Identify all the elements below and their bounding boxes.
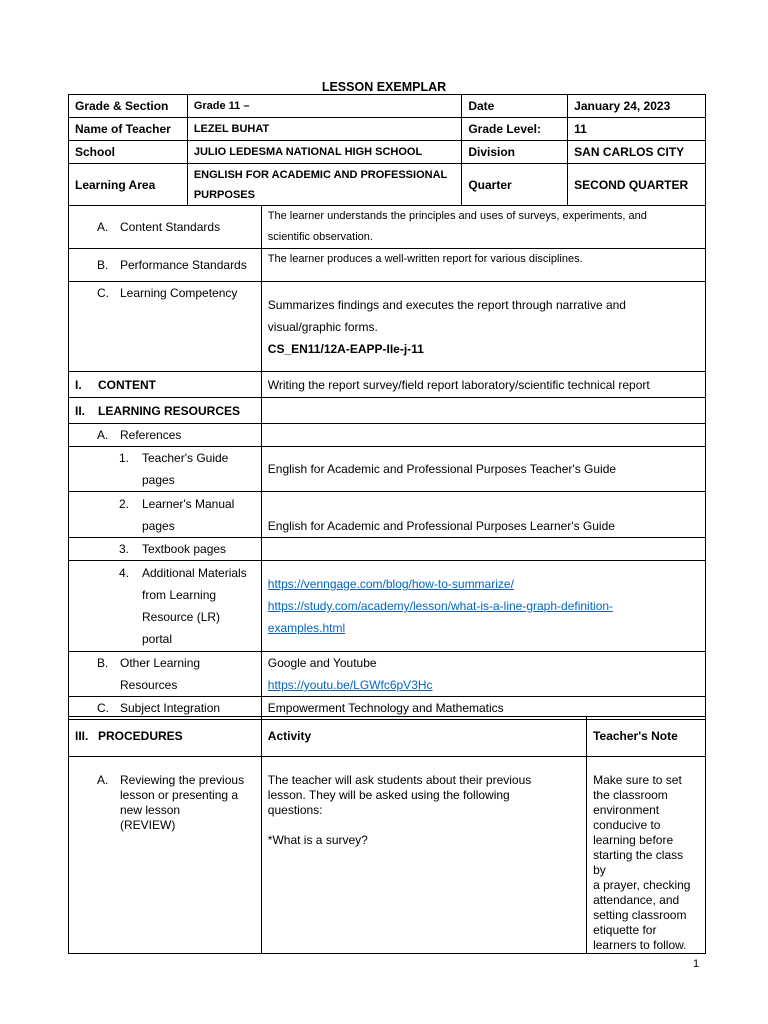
other-resources-value: [261, 652, 705, 697]
document-title: LESSON EXEMPLAR: [321, 80, 447, 94]
learners-manual-num: 2.: [119, 496, 130, 511]
learning-resources-label: [69, 398, 262, 424]
grade-level-label: Grade Level:: [462, 118, 568, 141]
note-line: etiquette for: [593, 923, 657, 937]
note-line: Make sure to set: [593, 773, 682, 787]
learning-competency-text: Learning Competency: [120, 286, 238, 300]
teacher-label: Name of Teacher: [69, 118, 188, 141]
additional-materials-value: [261, 561, 705, 652]
venngage-link[interactable]: https://venngage.com/blog/how-to-summarize/: [267, 577, 514, 591]
division-value: SAN CARLOS CITY: [568, 141, 706, 164]
learners-manual-label: [69, 492, 262, 538]
procedures-table: [68, 716, 706, 954]
learners-manual-text-2: pages: [142, 518, 175, 533]
learning-competency-letter: C.: [97, 286, 109, 300]
textbook-value: [261, 538, 705, 561]
date-value: January 24, 2023: [568, 95, 706, 118]
review-letter: A.: [97, 773, 109, 787]
youtube-link[interactable]: https://youtu.be/LGWfc6pV3Hc: [267, 678, 433, 692]
note-line: starting the class by: [593, 848, 684, 877]
note-line: learners to follow.: [593, 938, 687, 952]
learning-competency-line-2: visual/graphic forms.: [267, 319, 378, 334]
date-label: Date: [462, 95, 568, 118]
subject-integration-text: Subject Integration: [120, 701, 221, 715]
subject-integration-letter: C.: [97, 701, 109, 715]
study-link-part-1[interactable]: https://study.com/academy/lesson/what-is-a-line-graph-definition-: [267, 599, 614, 613]
grade-section-value: Grade 11 –: [187, 95, 461, 118]
review-text-1: Reviewing the previous: [120, 773, 245, 787]
additional-materials-text-4: portal: [142, 632, 173, 646]
additional-materials-label: [69, 561, 262, 652]
textbook-label: [69, 538, 262, 561]
other-resources-letter: B.: [97, 656, 109, 670]
teacher-value: LEZEL BUHAT: [187, 118, 461, 141]
quarter-label: Quarter: [462, 164, 568, 206]
note-line: attendance, and: [593, 893, 680, 907]
content-label: [69, 372, 262, 398]
lesson-table: [68, 205, 706, 720]
grade-level-value: 11: [568, 118, 706, 141]
references-label: [69, 424, 262, 447]
review-teachers-note: [587, 757, 706, 954]
teachers-guide-num: 1.: [119, 451, 130, 465]
references-value: [261, 424, 705, 447]
activity-header: Activity: [261, 717, 586, 757]
grade-section-label: Grade & Section: [69, 95, 188, 118]
performance-standards-label: [69, 249, 262, 282]
learning-resources-num: II.: [75, 403, 86, 418]
note-line: learning before: [593, 833, 674, 847]
teachers-guide-value: English for Academic and Professional Purposes Teacher's Guide: [261, 447, 705, 492]
performance-standards-text: Performance Standards: [120, 258, 247, 272]
competency-code: CS_EN11/12A-EAPP-IIe-j-11: [267, 341, 424, 356]
other-resources-label: [69, 652, 262, 697]
additional-materials-num: 4.: [119, 566, 130, 580]
school-label: School: [69, 141, 188, 164]
note-line: environment: [593, 803, 660, 817]
learning-resources-value: [261, 398, 705, 424]
school-value: JULIO LEDESMA NATIONAL HIGH SCHOOL: [187, 141, 461, 164]
learning-resources-text: LEARNING RESOURCES: [98, 403, 241, 418]
note-line: conducive to: [593, 818, 661, 832]
review-activity-line-2: lesson. They will be asked using the following: [267, 788, 510, 802]
review-question: *What is a survey?: [267, 833, 368, 847]
review-label: [69, 757, 262, 954]
content-value: Writing the report survey/field report laboratory/scientific technical report: [261, 372, 705, 398]
review-text-2: lesson or presenting a: [120, 788, 239, 802]
header-table: [68, 94, 706, 206]
content-standards-value: [261, 206, 705, 249]
review-activity-line-3: questions:: [267, 803, 323, 817]
learning-area-value: [187, 164, 461, 206]
learning-competency-label: [69, 282, 262, 372]
learners-manual-text-1: Learner's Manual: [142, 496, 235, 511]
other-resources-text-2: Resources: [120, 678, 178, 692]
content-standards-line-2: scientific observation.: [267, 231, 373, 243]
review-activity: [261, 757, 586, 954]
teachers-guide-text-2: pages: [142, 473, 175, 487]
content-standards-text: Content Standards: [120, 220, 221, 234]
learning-area-label: Learning Area: [69, 164, 188, 206]
division-label: Division: [462, 141, 568, 164]
learning-area-line-2: PURPOSES: [193, 188, 255, 201]
performance-standards-letter: B.: [97, 258, 109, 272]
note-line: the classroom: [593, 788, 668, 802]
textbook-text: Textbook pages: [142, 542, 227, 556]
content-text: CONTENT: [98, 377, 156, 392]
references-text: References: [120, 428, 182, 442]
other-resources-text-1: Other Learning: [120, 656, 201, 670]
procedures-text: PROCEDURES: [98, 729, 183, 743]
additional-materials-text-2: from Learning: [142, 588, 217, 602]
learning-competency-line-1: Summarizes findings and executes the report through narrative and: [267, 297, 626, 312]
quarter-value: SECOND QUARTER: [568, 164, 706, 206]
other-resources-text: Google and Youtube: [267, 656, 377, 670]
review-text-4: (REVIEW): [120, 818, 176, 832]
teachers-note-header: Teacher's Note: [587, 717, 706, 757]
note-line: setting classroom: [593, 908, 687, 922]
learning-competency-value: [261, 282, 705, 372]
page-number: 1: [693, 958, 700, 970]
references-letter: A.: [97, 428, 109, 442]
textbook-num: 3.: [119, 542, 130, 556]
teachers-guide-text-1: Teacher's Guide: [142, 451, 229, 465]
note-line: a prayer, checking: [593, 878, 691, 892]
procedures-num: III.: [75, 729, 89, 743]
review-text-3: new lesson: [120, 803, 181, 817]
content-standards-letter: A.: [97, 220, 109, 234]
learners-manual-value: English for Academic and Professional Purposes Learner's Guide: [261, 492, 705, 538]
content-standards-label: [69, 206, 262, 249]
teachers-guide-label: [69, 447, 262, 492]
additional-materials-text-1: Additional Materials: [142, 566, 247, 580]
additional-materials-text-3: Resource (LR): [142, 610, 221, 624]
content-num: I.: [75, 377, 82, 392]
study-link-part-2[interactable]: examples.html: [267, 621, 346, 635]
learning-area-line-1: ENGLISH FOR ACADEMIC AND PROFESSIONAL: [193, 168, 448, 181]
review-activity-line-1: The teacher will ask students about their previous: [267, 773, 532, 787]
content-standards-line-1: The learner understands the principles and uses of surveys, experiments, and: [267, 210, 647, 222]
subject-integration-value: Empowerment Technology and Mathematics: [261, 697, 705, 720]
procedures-label: [69, 717, 262, 757]
performance-standards-value: The learner produces a well-written report for various disciplines.: [261, 249, 705, 282]
